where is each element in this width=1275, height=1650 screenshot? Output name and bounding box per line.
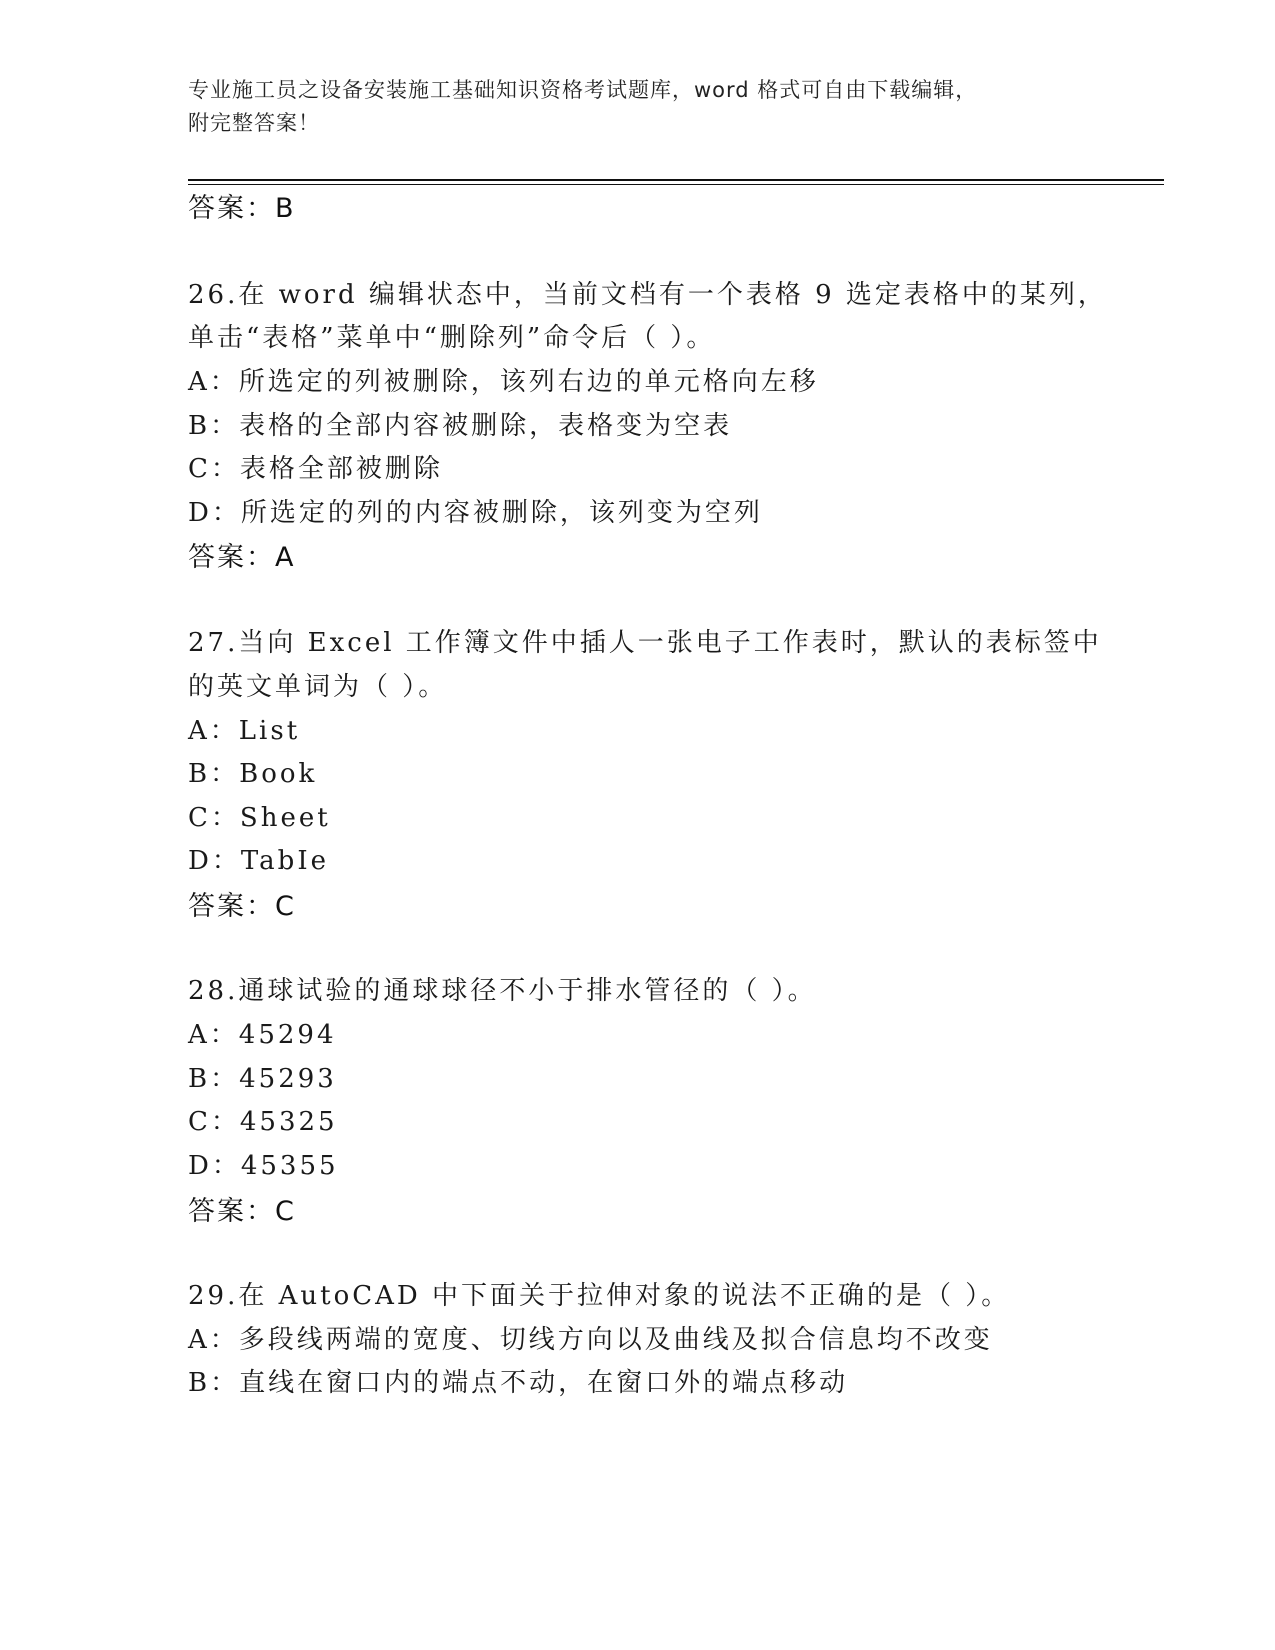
question-stem-line: 27.当向 Excel 工作簿文件中插人一张电子工作表时，默认的表标签中: [188, 628, 1102, 658]
previous-answer: 答案：B: [188, 193, 296, 224]
option-b: B：表格的全部内容被删除，表格变为空表: [188, 411, 733, 441]
option-d: D：所选定的列的内容被删除，该列变为空列: [188, 498, 763, 528]
header-rule-thin: [188, 184, 1164, 185]
option-a: A：多段线两端的宽度、切线方向以及曲线及拟合信息均不改变: [188, 1325, 993, 1355]
header-line-1: 专业施工员之设备安装施工基础知识资格考试题库，word 格式可自由下载编辑，: [188, 78, 978, 102]
answer: 答案：A: [188, 542, 296, 573]
header-line-2: 附完整答案！: [188, 111, 320, 135]
option-d: D：TabIe: [188, 846, 329, 876]
option-c: C：表格全部被删除: [188, 454, 443, 484]
option-a: A：45294: [188, 1020, 337, 1050]
question-stem-line: 28.通球试验的通球球径不小于排水管径的（ ）。: [188, 976, 817, 1006]
answer: 答案：C: [188, 1196, 296, 1227]
option-a: A：List: [188, 716, 301, 746]
question-stem-line: 29.在 AutoCAD 中下面关于拉伸对象的说法不正确的是（ ）。: [188, 1281, 1011, 1311]
header-rule-thick: [188, 179, 1164, 181]
question-stem-line: 的英文单词为（ ）。: [188, 672, 448, 702]
option-b: B：Book: [188, 759, 318, 789]
option-b: B：直线在窗口内的端点不动，在窗口外的端点移动: [188, 1368, 849, 1398]
option-c: C：Sheet: [188, 803, 331, 833]
option-a: A：所选定的列被删除，该列右边的单元格向左移: [188, 367, 819, 397]
option-b: B：45293: [188, 1064, 337, 1094]
option-c: C：45325: [188, 1107, 338, 1137]
question-stem-line: 26.在 word 编辑状态中，当前文档有一个表格 9 选定表格中的某列，: [188, 280, 1107, 310]
question-stem-line: 单击“表格”菜单中“删除列”命令后（ ）。: [188, 323, 716, 353]
option-d: D：45355: [188, 1151, 339, 1181]
answer: 答案：C: [188, 891, 296, 922]
document-header: [188, 74, 1068, 140]
